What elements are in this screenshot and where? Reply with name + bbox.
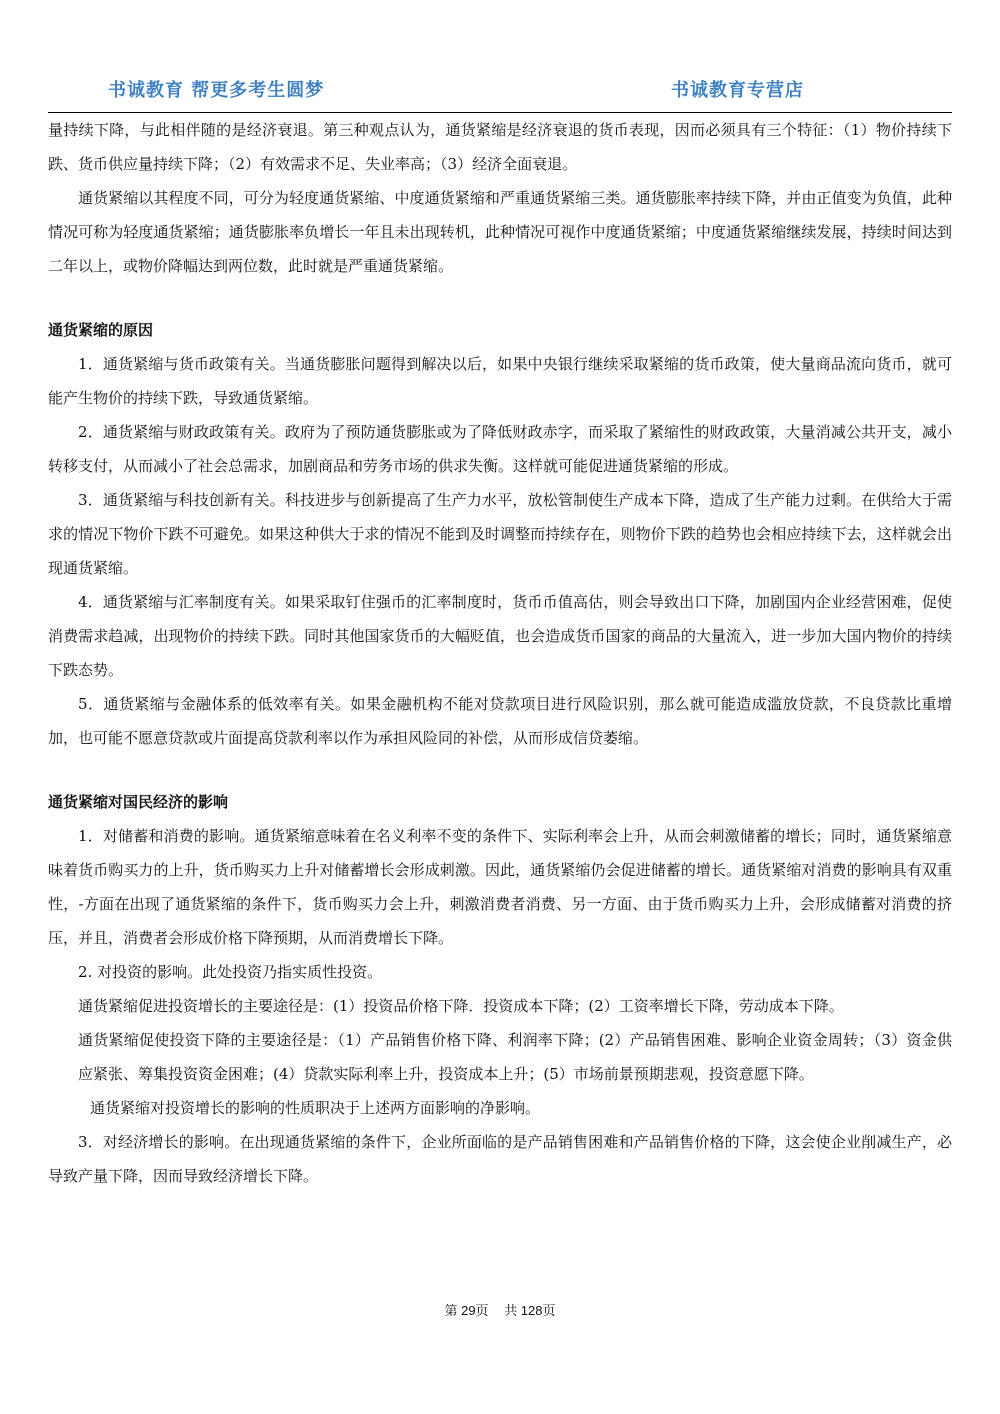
page-footer [0,1300,1000,1319]
section-title-causes: 通货紧缩的原因 [48,321,154,339]
total-pages: 共 128页 [504,1303,556,1318]
header-store-name: 书诚教育专营店 [671,80,804,101]
cause-item-5: 5．通货紧缩与金融体系的低效率有关。如果金融机构不能对贷款项目进行风险识别，那么就可能造成滥放贷款，不良贷款比重增加，也可能不愿意贷款或片面提高贷款利率以作为承担风险同的补偿，从而形成信贷萎缩。 [48,695,952,747]
cause-item-2: 2．通货紧缩与财政政策有关。政府为了预防通货膨胀或为了降低财政赤字，而采取了紧缩性的财政政策，大量消减公共开支，减小转移支付，从而减小了社会总需求，加剧商品和劳务市场的供求失衡。这样就可能促进通货紧缩的形成。 [48,423,952,475]
impact-paragraph-4: 通货紧缩促使投资下降的主要途径是：（1）产品销售价格下降、利润率下降；(2）产品销售困难、影响企业资金周转；（3）资金供应紧张、筹集投资资金困难；(4）贷款实际利率上升，投资成本上升；(5）市场前景预期悲观，投资意愿下降。 [78,1031,952,1083]
document-body [48,113,952,1193]
page-header [48,72,952,113]
impact-paragraph-2: 2. 对投资的影响。此处投资乃指实质性投资。 [78,963,383,981]
cause-item-3: 3．通货紧缩与科技创新有关。科技进步与创新提高了生产力水平，放松管制使生产成本下降，造成了生产能力过剩。在供给大于需求的情况下物价下跌不可避免。如果这种供大于求的情况不能到及时调整而持续存在，则物价下跌的趋势也会相应持续下去，这样就会出现通货紧缩。 [48,491,952,577]
impact-paragraph-5: 通货紧缩对投资增长的影响的性质职决于上述两方面影响的净影响。 [90,1099,541,1117]
impact-paragraph-6: 3．对经济增长的影响。在出现通货紧缩的条件下，企业所面临的是产品销售困难和产品销售价格的下降，这会使企业削减生产，必导致产量下降，因而导致经济增长下降。 [48,1133,952,1185]
intro-paragraph-2: 通货紧缩以其程度不同，可分为轻度通货紧缩、中度通货紧缩和严重通货紧缩三类。通货膨胀率持续下降，并由正值变为负值，此种情况可称为轻度通货紧缩；通货膨胀率负增长一年且未出现转机，此种情况可视作中度通货紧缩；中度通货紧缩继续发展，持续时间达到二年以上，或物价降幅达到两位数，此时就是严重通货紧缩。 [48,189,952,275]
impact-paragraph-3: 通货紧缩促进投资增长的主要途径是：(1）投资品价格下降．投资成本下降；(2）工资率增长下降，劳动成本下降。 [78,997,844,1015]
section-title-impact: 通货紧缩对国民经济的影响 [48,793,229,811]
intro-paragraph-1: 量持续下降，与此相伴随的是经济衰退。第三种观点认为，通货紧缩是经济衰退的货币表现，因而必须具有三个特征：（1）物价持续下跌、货币供应量持续下降；（2）有效需求不足、失业率高；（3）经济全面衰退。 [48,121,952,173]
header-brand-slogan: 书诚教育 帮更多考生圆梦 [108,80,325,101]
impact-paragraph-1: 1．对储蓄和消费的影响。通货紧缩意味着在名义利率不变的条件下、实际利率会上升，从而会刺激储蓄的增长；同时，通货紧缩意味着货币购买力的上升，货币购买力上升对储蓄增长会形成刺激。因此，通货紧缩仍会促进储蓄的增长。通货紧缩对消费的影响具有双重性，-方面在出现了通货紧缩的条件下，货币购买力会上升，刺激消费者消费、另一方面、由于货币购买力上升，会形成储蓄对消费的挤压，并且，消费者会形成价格下降预期，从而消费增长下降。 [48,827,952,947]
cause-item-1: 1．通货紧缩与货币政策有关。当通货膨胀问题得到解决以后，如果中央银行继续采取紧缩的货币政策，使大量商品流向货币，就可能产生物价的持续下跌，导致通货紧缩。 [48,355,952,407]
cause-item-4: 4．通货紧缩与汇率制度有关。如果采取钉住强币的汇率制度时，货币币值高估，则会导致出口下降，加剧国内企业经营困难，促使消费需求趋减，出现物价的持续下跌。同时其他国家货币的大幅贬值，也会造成货币国家的商品的大量流入，进一步加大国内物价的持续下跌态势。 [48,593,952,679]
page-number: 第 29页 [444,1303,489,1318]
